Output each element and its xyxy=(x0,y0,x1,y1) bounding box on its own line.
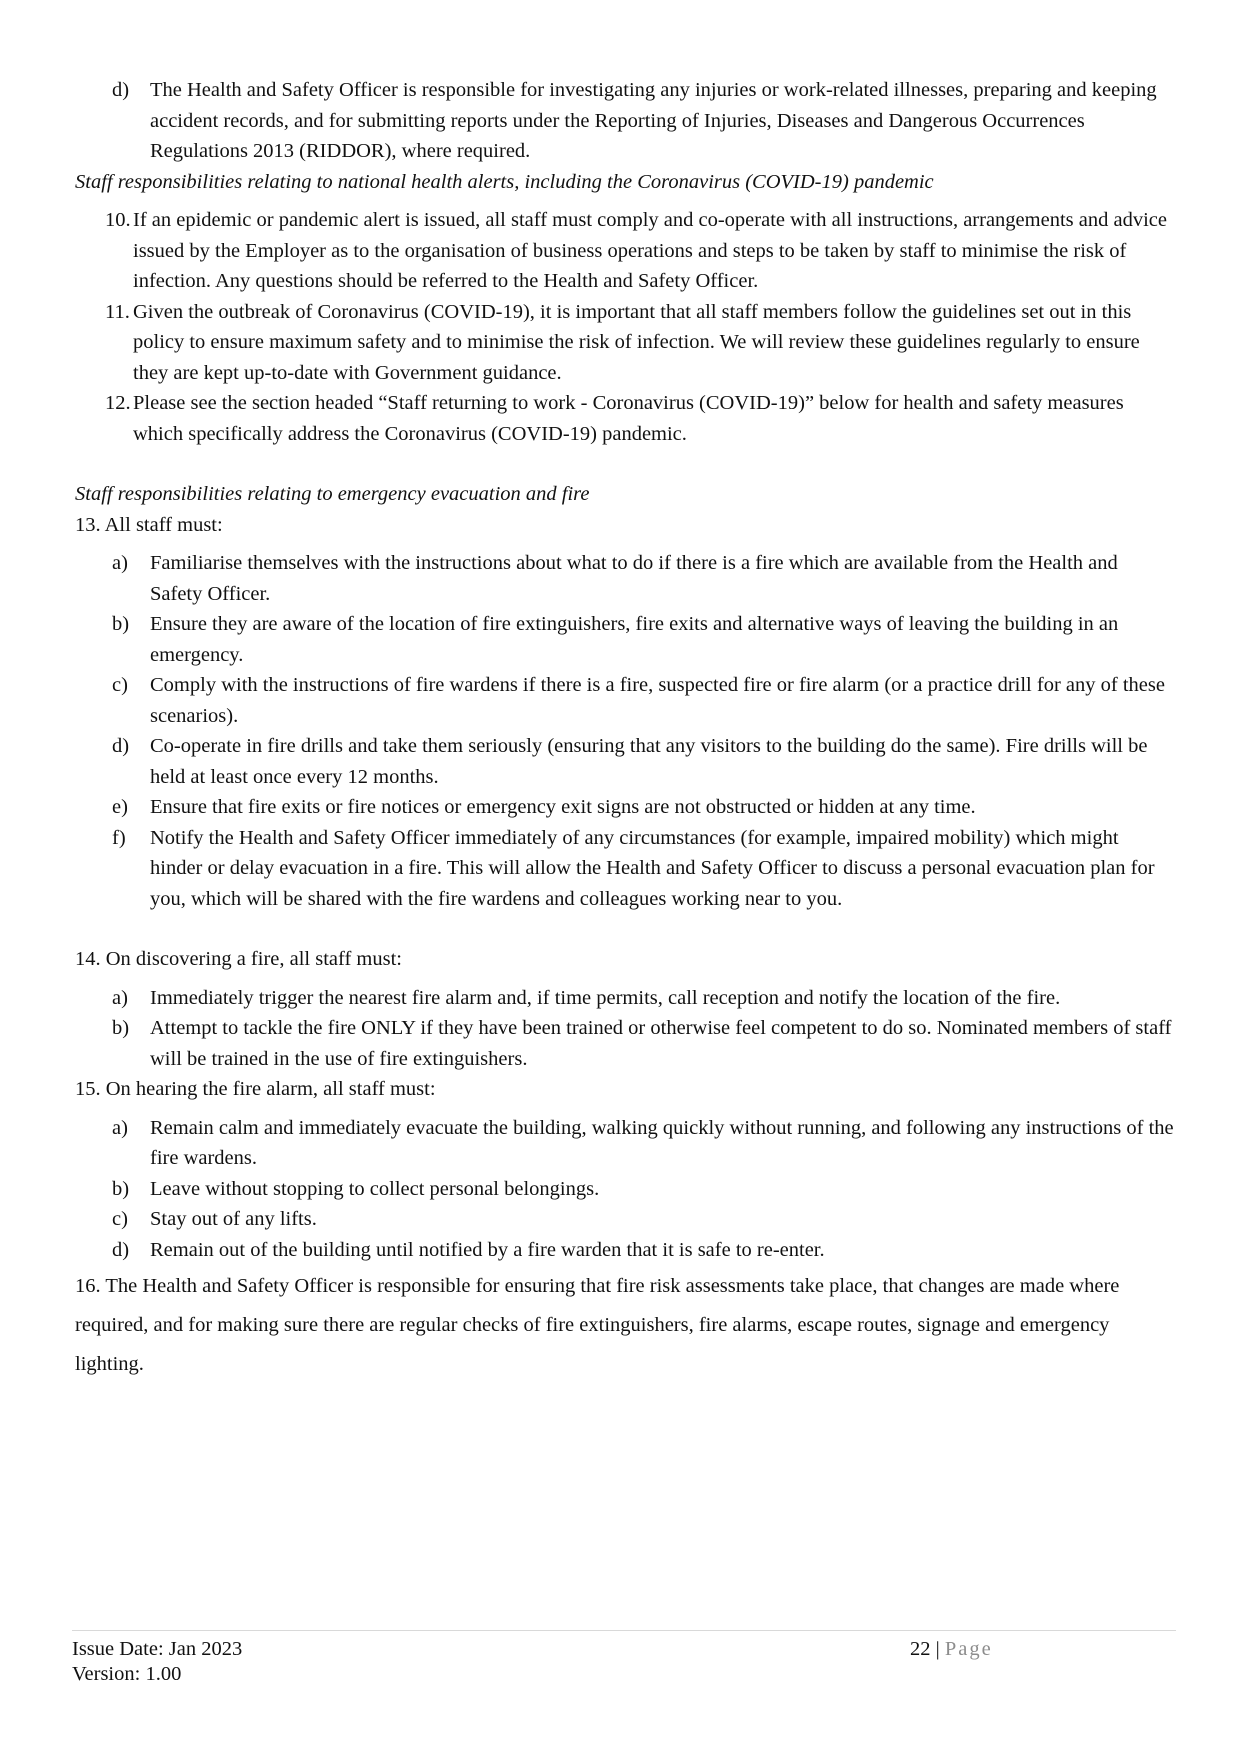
list-item-label: a) xyxy=(112,552,128,574)
list-item-label: e) xyxy=(112,796,128,818)
list-item-text: Please see the section headed “Staff returning to work - Coronavirus (COVID-19)” below for health and safety measures which specifically address the Coronavirus (COVID-19) pandemic. xyxy=(133,392,1124,445)
list-item-label: d) xyxy=(112,1238,130,1261)
sub-item-15d xyxy=(75,1235,1175,1266)
list-item-15: 15. On hearing the fire alarm, all staff must: xyxy=(75,1078,436,1100)
page-word: Page xyxy=(944,1638,993,1660)
list-item-text: Familiarise themselves with the instructions about what to do if there is a fire which are available from the Health and Safety Officer. xyxy=(150,552,1118,605)
list-item-10 xyxy=(75,205,1175,297)
list-item-13: 13. All staff must: xyxy=(75,513,223,536)
sub-item-13c xyxy=(75,670,1175,731)
list-item-text: Remain calm and immediately evacuate the building, walking quickly without running, and following any instructions of the fire wardens. xyxy=(150,1116,1174,1169)
page-number-value: 22 xyxy=(910,1638,931,1660)
list-item-label: b) xyxy=(112,613,130,635)
sub-item-15c xyxy=(75,1204,1175,1235)
sub-item-14b xyxy=(75,1013,1175,1074)
list-item-text: Stay out of any lifts. xyxy=(150,1208,317,1230)
list-item-14: 14. On discovering a fire, all staff must: xyxy=(75,948,402,970)
sub-item-15a xyxy=(75,1113,1175,1174)
section-heading-fire: Staff responsibilities relating to emergency evacuation and fire xyxy=(75,483,590,505)
list-item-label: 10. xyxy=(105,209,131,231)
page-footer xyxy=(72,1630,1176,1687)
list-item-label: 12. xyxy=(105,392,131,414)
list-item-16: 16. The Health and Safety Officer is responsible for ensuring that fire risk assessments take place, that changes are made where required, and for making sure there are regular checks of fire extinguishers, fire alarms, escape routes, signage and emergency lighting. xyxy=(75,1275,1120,1375)
list-item-label: c) xyxy=(112,674,128,696)
list-item-text: Ensure they are aware of the location of fire extinguishers, fire exits and alternative ways of leaving the building in an emergency. xyxy=(150,613,1119,666)
page-number xyxy=(910,1637,993,1662)
list-item-label: a) xyxy=(112,986,128,1009)
list-item-label: c) xyxy=(112,1208,128,1230)
list-item-label: b) xyxy=(112,1177,130,1200)
list-item-label: 11. xyxy=(105,300,130,323)
list-item-text: The Health and Safety Officer is responsible for investigating any injuries or work-related illnesses, preparing and keeping accident records, and for submitting reports under the Reporting of Injuries, Diseases and Dangerous Occurrences Regulations 2013 (RIDDOR), where required. xyxy=(150,79,1157,162)
list-item-text: Comply with the instructions of fire wardens if there is a fire, suspected fire or fire alarm (or a practice drill for any of these scenarios). xyxy=(150,674,1165,727)
list-item-text: Ensure that fire exits or fire notices or emergency exit signs are not obstructed or hidden at any time. xyxy=(150,796,976,818)
list-item-text: Attempt to tackle the fire ONLY if they have been trained or otherwise feel competent to do so. Nominated members of staff will be trained in the use of fire extinguishers. xyxy=(150,1017,1172,1070)
list-item-text: Leave without stopping to collect personal belongings. xyxy=(150,1177,600,1200)
list-item-12 xyxy=(75,388,1175,449)
list-item-label: a) xyxy=(112,1116,128,1139)
list-item-label: b) xyxy=(112,1017,130,1039)
list-item-text: If an epidemic or pandemic alert is issued, all staff must comply and co-operate with all instructions, arrangements and advice issued by the Employer as to the organisation of business operations and steps to be taken by staff to minimise the risk of infection. Any questions should be referred to the Health and Safety Officer. xyxy=(133,209,1167,292)
sub-item-14a xyxy=(75,983,1175,1014)
section-heading-health-alerts: Staff responsibilities relating to national health alerts, including the Coronavirus (COVID-19) pandemic xyxy=(75,170,934,193)
list-item-label: d) xyxy=(112,79,130,101)
list-item-text: Given the outbreak of Coronavirus (COVID-19), it is important that all staff members follow the guidelines set out in this policy to ensure maximum safety and to minimise the risk of infection. We will review these guidelines regularly to ensure they are kept up-to-date with Government guidance. xyxy=(133,300,1140,384)
document-page xyxy=(75,75,1175,1384)
sub-item-13a xyxy=(75,548,1175,609)
list-item-9d xyxy=(75,75,1175,167)
sub-item-15b xyxy=(75,1174,1175,1205)
list-item-text: Immediately trigger the nearest fire alarm and, if time permits, call reception and notify the location of the fire. xyxy=(150,986,1061,1009)
sub-item-13d xyxy=(75,731,1175,792)
list-item-text: Co-operate in fire drills and take them seriously (ensuring that any visitors to the building do the same). Fire drills will be held at least once every 12 months. xyxy=(150,735,1148,788)
sub-item-13f xyxy=(75,823,1175,915)
list-item-text: Remain out of the building until notified by a fire warden that it is safe to re-enter. xyxy=(150,1238,825,1261)
list-item-label: d) xyxy=(112,735,130,757)
page-separator: | xyxy=(930,1638,945,1660)
sub-item-13e xyxy=(75,792,1175,823)
issue-date: Issue Date: Jan 2023 xyxy=(72,1638,243,1660)
sub-item-13b xyxy=(75,609,1175,670)
version: Version: 1.00 xyxy=(72,1663,182,1685)
list-item-label: f) xyxy=(112,826,126,849)
list-item-text: Notify the Health and Safety Officer immediately of any circumstances (for example, impaired mobility) which might hinder or delay evacuation in a fire. This will allow the Health and Safety Officer to discuss a personal evacuation plan for you, which will be shared with the fire wardens and colleagues working near to you. xyxy=(150,826,1155,910)
list-item-11 xyxy=(75,297,1175,389)
